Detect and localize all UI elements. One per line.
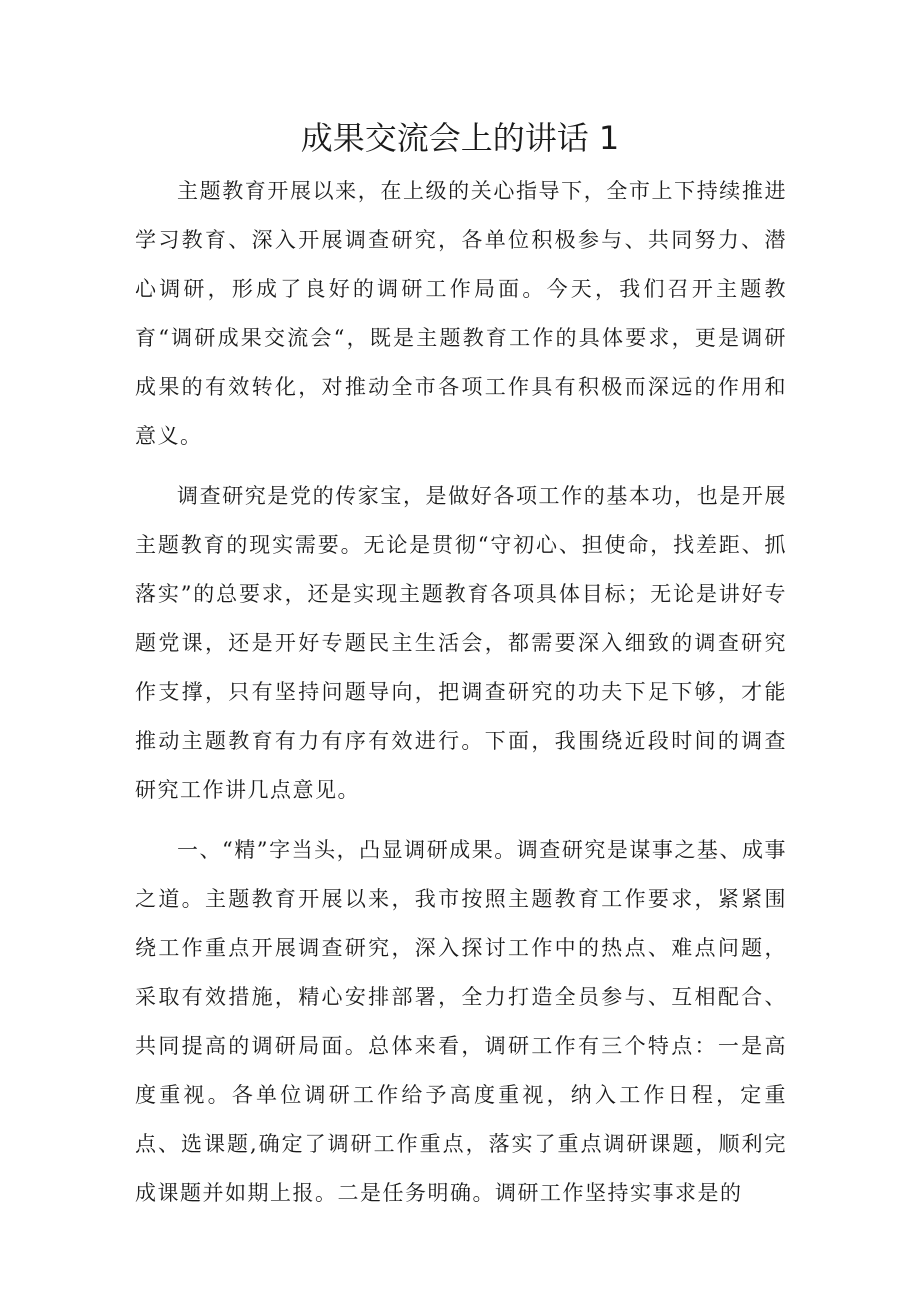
paragraph-1: 主题教育开展以来，在上级的关心指导下，全市上下持续推进学习教育、深入开展调查研究，各单位积极参与、共同努力、潜心调研，形成了良好的调研工作局面。今天，我们召开主题教育“调研成果交流会“，既是主题教育工作的具体要求，更是调研成果的有效转化，对推动全市各项工作具有积极而深远的作用和意义。 [135, 179, 787, 448]
document-title: 成果交流会上的讲话 1 [300, 119, 620, 157]
paragraph-3: 一、“精”字当头，凸显调研成果。调查研究是谋事之基、成事之道。主题教育开展以来，我市按照主题教育工作要求，紧紧围绕工作重点开展调查研究，深入探讨工作中的热点、难点问题，采取有效措施，精心安排部署，全力打造全员参与、互相配合、共同提高的调研局面。总体来看，调研工作有三个特点：一是高度重视。各单位调研工作给予高度重视，纳入工作日程，定重点、选课题,确定了调研工作重点，落实了重点调研课题，顺利完成课题并如期上报。二是任务明确。调研工作坚持实事求是的 [135, 838, 787, 1205]
document-body [135, 167, 787, 1218]
paragraph-2: 调查研究是党的传家宝，是做好各项工作的基本功，也是开展主题教育的现实需要。无论是贯彻“守初心、担使命，找差距、抓落实”的总要求，还是实现主题教育各项具体目标；无论是讲好专题党课，还是开好专题民主生活会，都需要深入细致的调查研究作支撑，只有坚持问题导向，把调查研究的功夫下足下够，才能推动主题教育有力有序有效进行。下面，我围绕近段时间的调查研究工作讲几点意见。 [135, 484, 787, 802]
